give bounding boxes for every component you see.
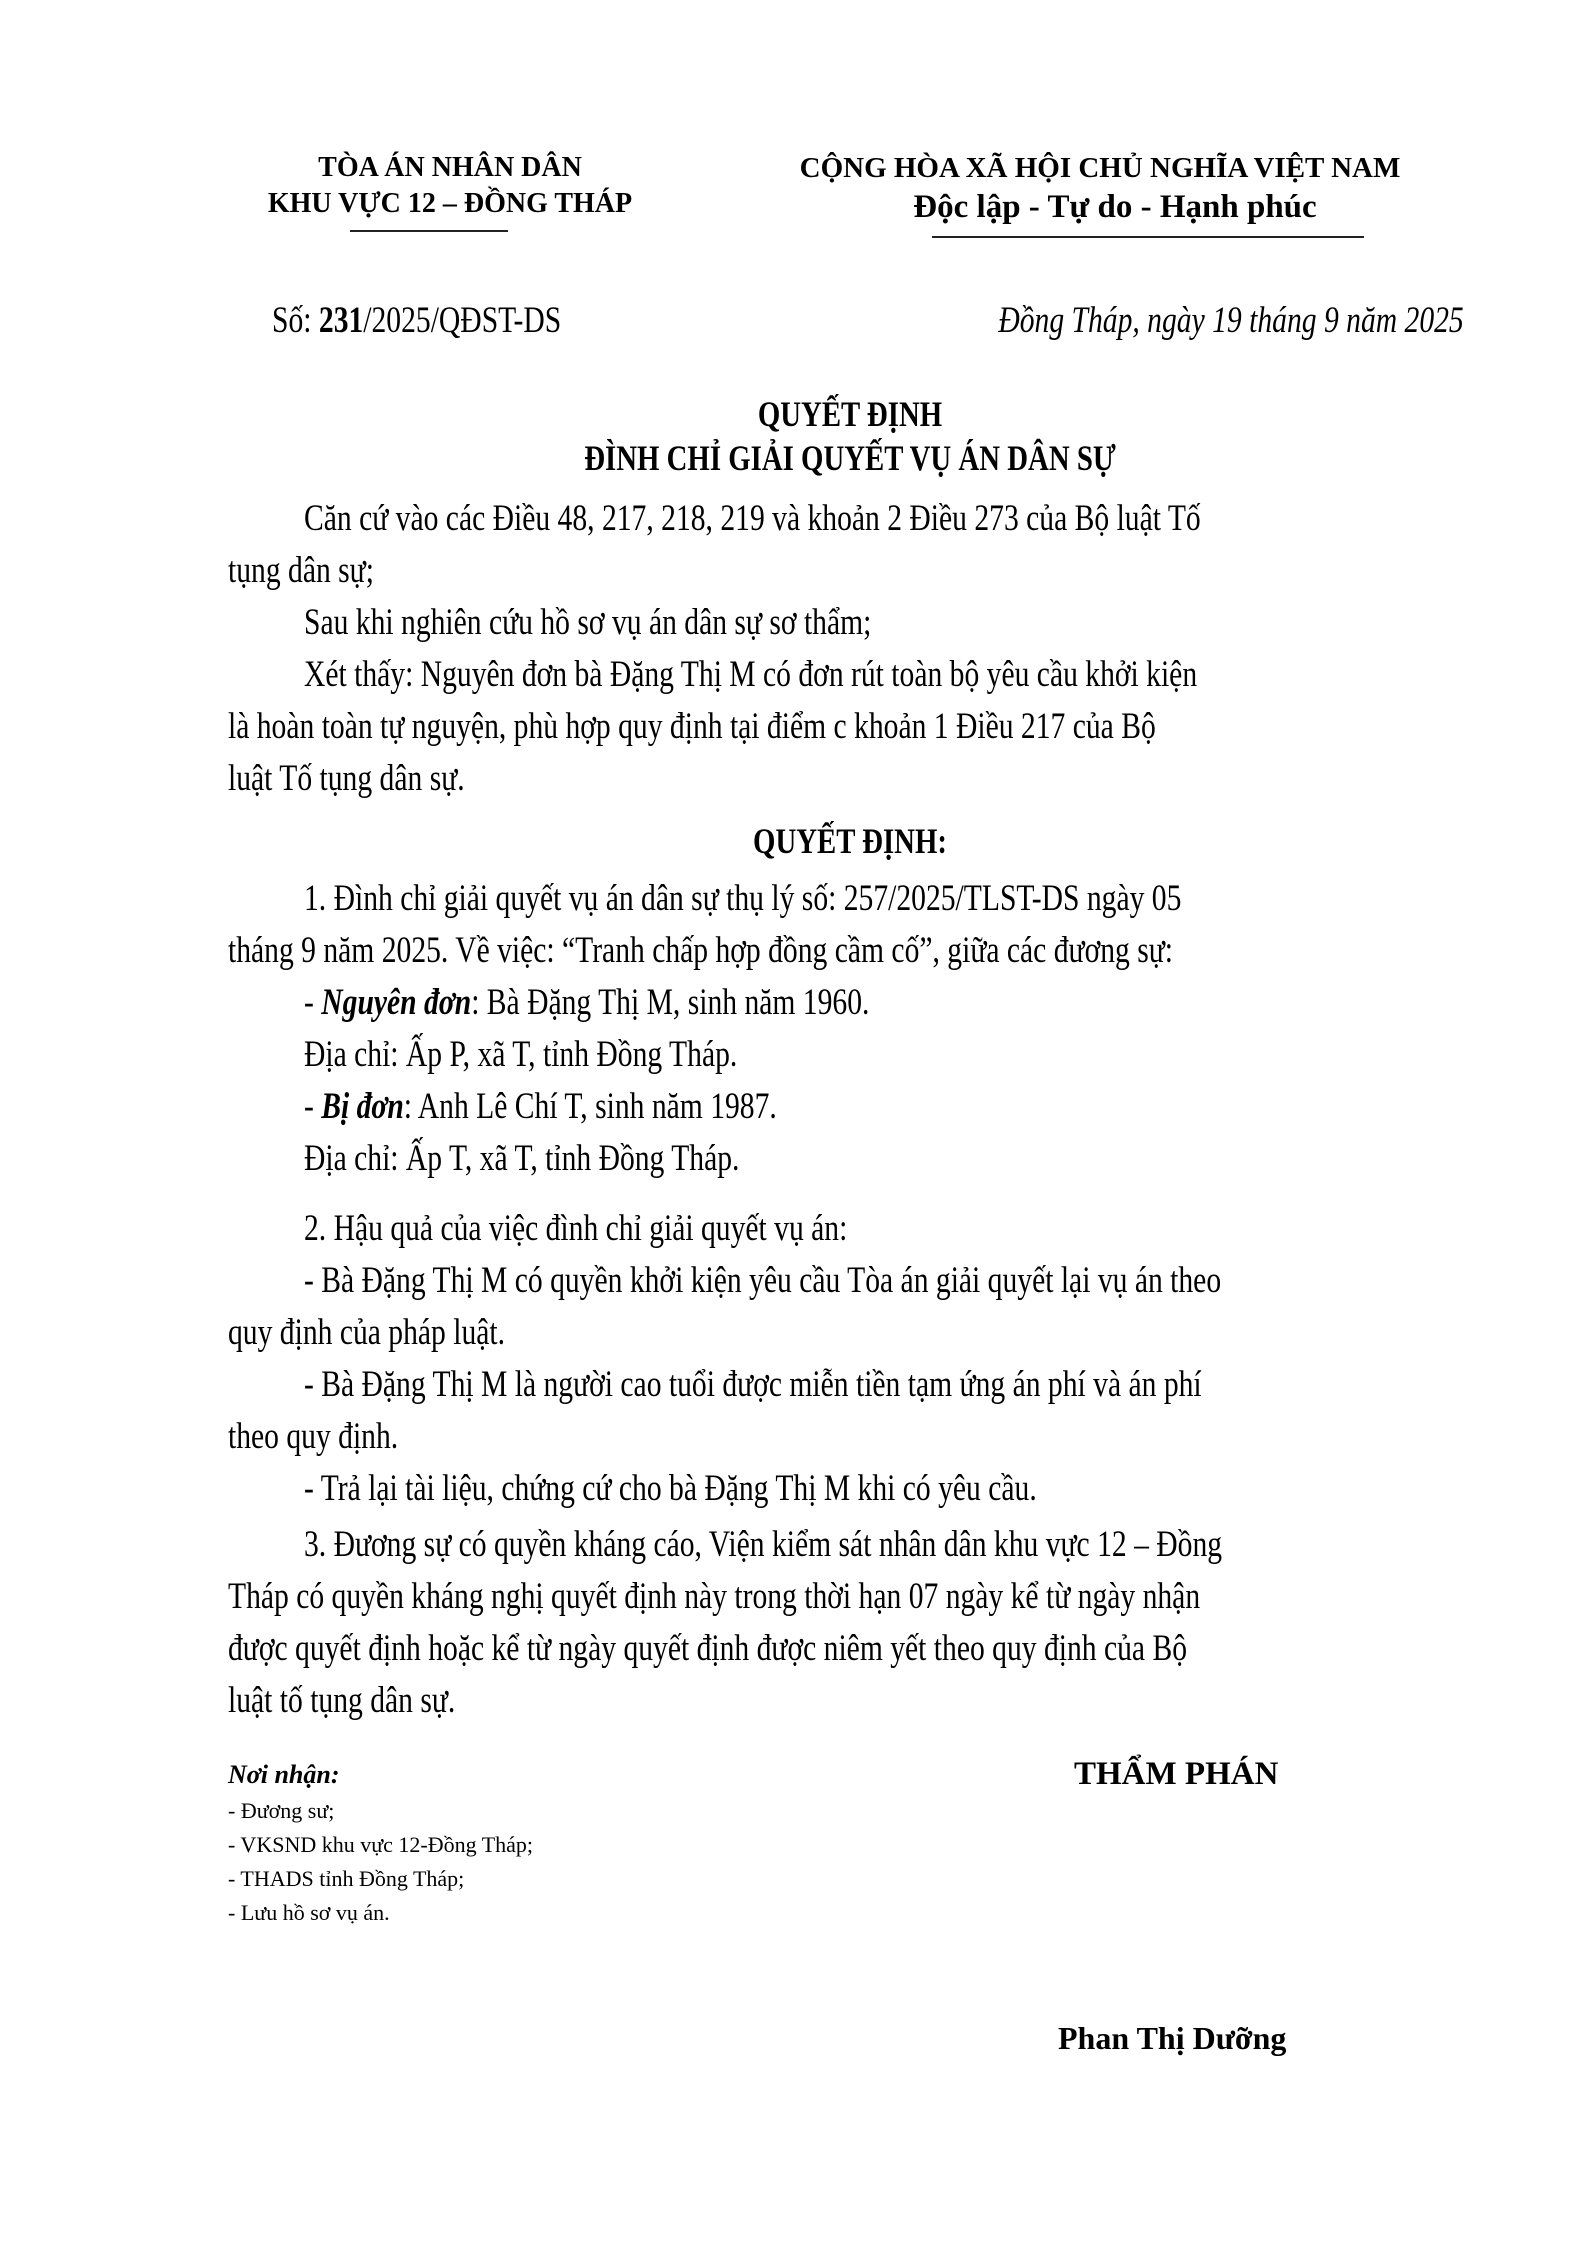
item3-line: luật tố tụng dân sự.: [228, 1680, 456, 1721]
document-title: [300, 392, 1400, 480]
defendant-line: [304, 1088, 777, 1125]
title-line2: ĐÌNH CHỈ GIẢI QUYẾT VỤ ÁN DÂN SỰ: [584, 438, 1116, 478]
nation-name: CỘNG HÒA XÃ HỘI CHỦ NGHĨA VIỆT NAM: [799, 152, 1401, 184]
item2-line: - Bà Đặng Thị M là người cao tuổi được miễn tiền tạm ứng án phí và án phí: [304, 1364, 1202, 1405]
court-name-underline: [350, 230, 508, 232]
plaintiff-line: [304, 984, 869, 1021]
recipient-item: - Lưu hồ sơ vụ án.: [228, 1900, 390, 1925]
item2-line: quy định của pháp luật.: [228, 1312, 506, 1353]
preamble-line: Sau khi nghiên cứu hồ sơ vụ án dân sự sơ thẩm;: [304, 602, 872, 643]
court-name-line1: TÒA ÁN NHÂN DÂN: [318, 152, 582, 183]
decision-heading-wrap: [300, 820, 1400, 862]
preamble-line: Căn cứ vào các Điều 48, 217, 218, 219 và khoản 2 Điều 273 của Bộ luật Tố: [304, 498, 1201, 539]
document-number-suffix: /2025/QĐST-DS: [363, 300, 562, 341]
item2-line: - Trả lại tài liệu, chứng cứ cho bà Đặng Thị M khi có yêu cầu.: [304, 1468, 1037, 1509]
recipient-item: - Đương sư;: [228, 1798, 335, 1823]
item3-line: 3. Đương sự có quyền kháng cáo, Viện kiểm sát nhân dân khu vực 12 – Đồng: [304, 1524, 1223, 1565]
document-number-value: 231: [318, 300, 364, 341]
item3-line: được quyết định hoặc kể từ ngày quyết định được niêm yết theo quy định của Bộ: [228, 1628, 1188, 1669]
plaintiff-address: Địa chỉ: Ấp P, xã T, tỉnh Đồng Tháp.: [304, 1034, 738, 1075]
defendant-label: Bị đơn: [321, 1086, 404, 1127]
preamble-line: là hoàn toàn tự nguyện, phù hợp quy định tại điểm c khoản 1 Điều 217 của Bộ: [228, 706, 1156, 747]
preamble-line: tụng dân sự;: [228, 550, 374, 591]
plaintiff-label: Nguyên đơn: [321, 982, 472, 1023]
place-and-date: Đồng Tháp, ngày 19 tháng 9 năm 2025: [998, 300, 1464, 341]
item2-line: theo quy định.: [228, 1416, 399, 1457]
court-name-block: [200, 150, 700, 222]
plaintiff-dash: -: [304, 982, 322, 1023]
plaintiff-text: : Bà Đặng Thị M, sinh năm 1960.: [471, 982, 870, 1023]
preamble-line: luật Tố tụng dân sự.: [228, 758, 465, 799]
signature-name: Phan Thị Dưỡng: [1058, 2020, 1287, 2056]
item3-line: Tháp có quyền kháng nghị quyết định này trong thời hạn 07 ngày kể từ ngày nhận: [228, 1576, 1201, 1617]
signature-role: THẨM PHÁN: [1074, 1756, 1279, 1792]
preamble-line: Xét thấy: Nguyên đơn bà Đặng Thị M có đơn rút toàn bộ yêu cầu khởi kiện: [304, 654, 1198, 695]
item2-line: - Bà Đặng Thị M có quyền khởi kiện yêu cầu Tòa án giải quyết lại vụ án theo: [304, 1260, 1222, 1301]
national-motto-underline: [932, 236, 1364, 238]
recipient-item: - VKSND khu vực 12-Đồng Tháp;: [228, 1832, 534, 1857]
national-motto: Độc lập - Tự do - Hạnh phúc: [913, 189, 1317, 225]
national-motto-block: [740, 150, 1460, 228]
item2-line: 2. Hậu quả của việc đình chỉ giải quyết vụ án:: [304, 1208, 848, 1249]
document-number: [272, 302, 561, 339]
defendant-text: : Anh Lê Chí T, sinh năm 1987.: [403, 1086, 777, 1127]
defendant-address: Địa chỉ: Ấp T, xã T, tỉnh Đồng Tháp.: [304, 1138, 740, 1179]
recipients-title: Nơi nhận:: [228, 1760, 340, 1789]
title-line1: QUYẾT ĐỊNH: [757, 394, 943, 434]
item1-line: tháng 9 năm 2025. Về việc: “Tranh chấp hợp đồng cầm cố”, giữa các đương sự:: [228, 930, 1174, 971]
item1-line: 1. Đình chỉ giải quyết vụ án dân sự thụ lý số: 257/2025/TLST-DS ngày 05: [304, 878, 1182, 919]
defendant-dash: -: [304, 1086, 322, 1127]
court-name-line2: KHU VỰC 12 – ĐỒNG THÁP: [267, 188, 633, 219]
decision-heading: QUYẾT ĐỊNH:: [753, 821, 947, 861]
document-number-prefix: Số:: [272, 300, 319, 341]
recipient-item: - THADS tỉnh Đồng Tháp;: [228, 1866, 465, 1891]
